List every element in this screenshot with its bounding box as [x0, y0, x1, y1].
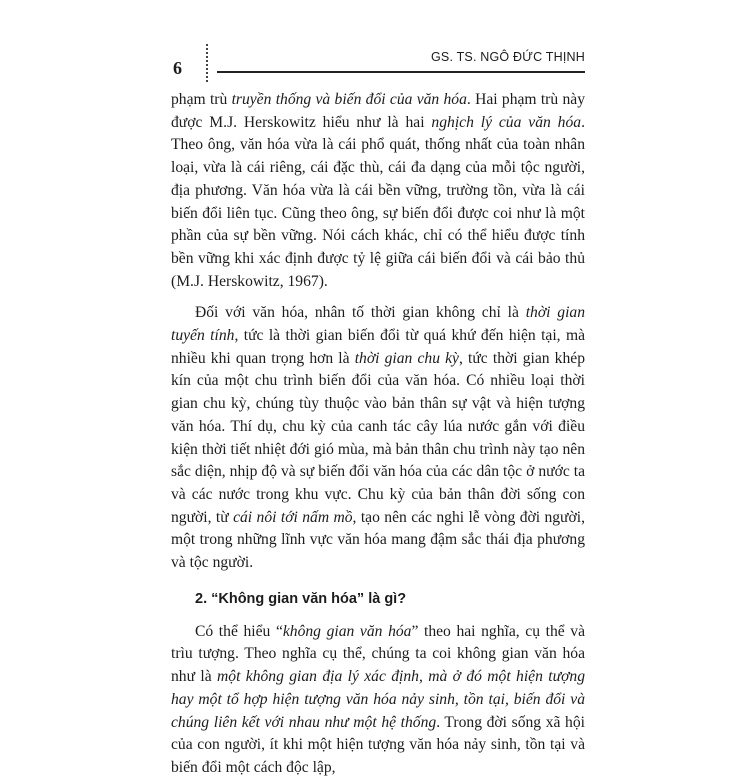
section-heading: 2. “Không gian văn hóa” là gì? — [195, 590, 407, 607]
running-head: GS. TS. NGÔ ĐỨC THỊNH — [430, 50, 585, 64]
header-divider — [206, 44, 208, 82]
header-rule — [217, 71, 585, 73]
paragraph-continuation: phạm trù truyền thống và biến đổi của văn hóa. Hai phạm trù này được M.J. Herskowitz hiểu như là hai nghịch lý của văn hóa. Theo ông, văn hóa vừa là cái phổ quát, thống nhất của toàn nhân loại, vừa là cái riêng, cái đặc thù, cái đa dạng của mỗi tộc người, địa phương. Văn hóa vừa là cái bền vững, trường tồn, vừa là cái biến đổi liên tục. Cũng theo ông, sự biến đổi được coi như là một phần của sự bền vững. Nói cách khác, chỉ có thể hiểu được tính bền vững khi xác định được tỷ lệ giữa cái biến đổi và cái bảo thủ (M.J. Herskowitz, 1967). — [171, 91, 585, 290]
page-number: 6 — [173, 58, 182, 78]
paragraph-time-factor: Đối với văn hóa, nhân tố thời gian không chỉ là thời gian tuyến tính, tức là thời gian biến đổi từ quá khứ đến hiện tại, mà nhiều khi quan trọng hơn là thời gian chu kỳ, tức thời gian khép kín của một chu trình biến đổi của văn hóa. Có nhiều loại thời gian chu kỳ, chúng tùy thuộc vào bản thân sự vật và hiện tượng văn hóa. Thí dụ, chu kỳ của canh tác cây lúa nước gắn với điều kiện thời tiết nhiệt đới gió mùa, mà bản thân chu trình này tạo nên sắc diện, nhịp độ và sự biến đổi văn hóa của các dân tộc ở nước ta và các nước trong khu vực. Chu kỳ của bản thân đời sống con người, từ cái nôi tới nấm mồ, tạo nên các nghi lễ vòng đời người, một trong những lĩnh vực văn hóa mang đậm sắc thái địa phương và tộc người. — [171, 304, 586, 572]
paragraph-cultural-space: Có thể hiểu “không gian văn hóa” theo hai nghĩa, cụ thể và trìu tượng. Theo nghĩa cụ thể, chúng ta coi không gian văn hóa như là một không gian địa lý xác định, mà ở đó một hiện tượng hay một tổ hợp hiện tượng văn hóa nảy sinh, tồn tại, biến đổi và chúng liên kết với nhau như một hệ thống. Trong đời sống xã hội của con người, ít khi một hiện tượng văn hóa nảy sinh, tồn tại và biến đổi một cách độc lập, — [171, 622, 586, 776]
page-body — [171, 89, 585, 780]
